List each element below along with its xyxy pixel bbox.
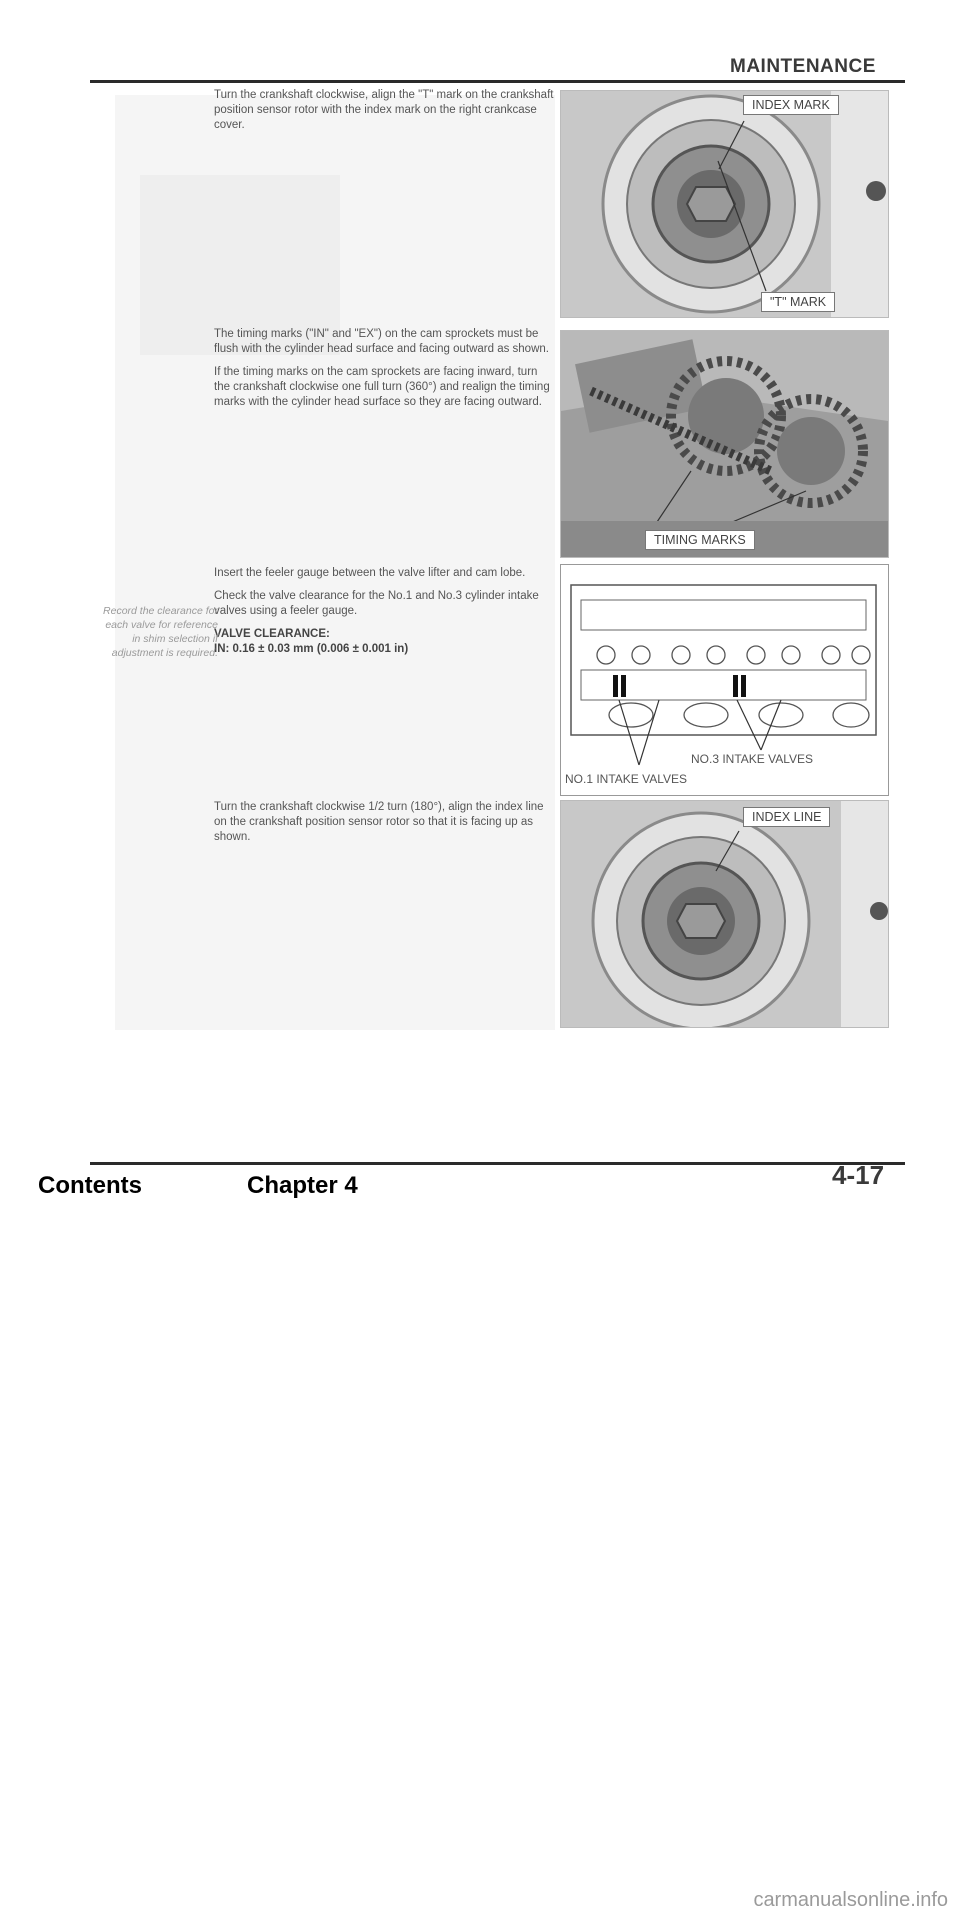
figure-crank-rotor-t-mark — [560, 90, 889, 318]
header-rule — [90, 80, 905, 83]
step-3-paragraph-b: Check the valve clearance for the No.1 and No.3 cylinder intake valves using a feeler gauge. — [214, 590, 539, 617]
valve-clearance-title: VALVE CLEARANCE: — [214, 628, 330, 640]
index-mark-callout: INDEX MARK — [743, 95, 839, 115]
side-note: Record the clearance for each valve for reference in shim selection if adjustment is required. — [103, 605, 218, 659]
page-number: 4-17 — [832, 1160, 885, 1190]
step-4-text — [214, 800, 554, 853]
timing-marks-callout: TIMING MARKS — [645, 530, 755, 550]
step-1-paragraph: Turn the crankshaft clockwise, align the "T" mark on the crankshaft position sensor rotor with the index mark on the right crankcase cover. — [214, 89, 554, 131]
step-3-paragraph-a: Insert the feeler gauge between the valve lifter and cam lobe. — [214, 567, 526, 579]
figure-cam-sprocket-timing — [560, 330, 889, 558]
step-2-paragraph-a: The timing marks ("IN" and "EX") on the cam sprockets must be flush with the cylinder head surface and facing outward as shown. — [214, 328, 549, 355]
index-line-callout: INDEX LINE — [743, 807, 830, 827]
crank-rotor-photo — [561, 91, 888, 317]
crank-rotor-index-photo — [561, 801, 888, 1027]
step-4-paragraph: Turn the crankshaft clockwise 1/2 turn (180°), align the index line on the crankshaft position sensor rotor so that it is facing up as shown. — [214, 801, 544, 843]
cam-sprocket-photo — [561, 331, 888, 557]
step-2-text — [214, 327, 554, 418]
step-3-text — [214, 566, 554, 657]
figure-crank-rotor-index-line — [560, 800, 889, 1028]
site-watermark: carmanualsonline.info — [753, 1889, 948, 1911]
section-title: MAINTENANCE — [730, 56, 876, 77]
step-2-paragraph-b: If the timing marks on the cam sprockets are facing inward, turn the crankshaft clockwise one full turn (360°) and realign the timing marks with the cylinder head surface so they are facing outward. — [214, 366, 550, 408]
t-mark-callout: "T" MARK — [761, 292, 835, 312]
no1-intake-valves-label: NO.1 INTAKE VALVES — [565, 772, 688, 786]
valve-clearance-value: IN: 0.16 ± 0.03 mm (0.006 ± 0.001 in) — [214, 643, 409, 655]
figure-intake-valves-diagram — [560, 564, 889, 796]
footer-rule — [90, 1162, 905, 1165]
contents-link[interactable]: Contents — [38, 1172, 142, 1199]
no3-intake-valves-label: NO.3 INTAKE VALVES — [691, 752, 814, 766]
step-1-text — [214, 88, 554, 141]
chapter-4-link[interactable]: Chapter 4 — [247, 1172, 358, 1199]
